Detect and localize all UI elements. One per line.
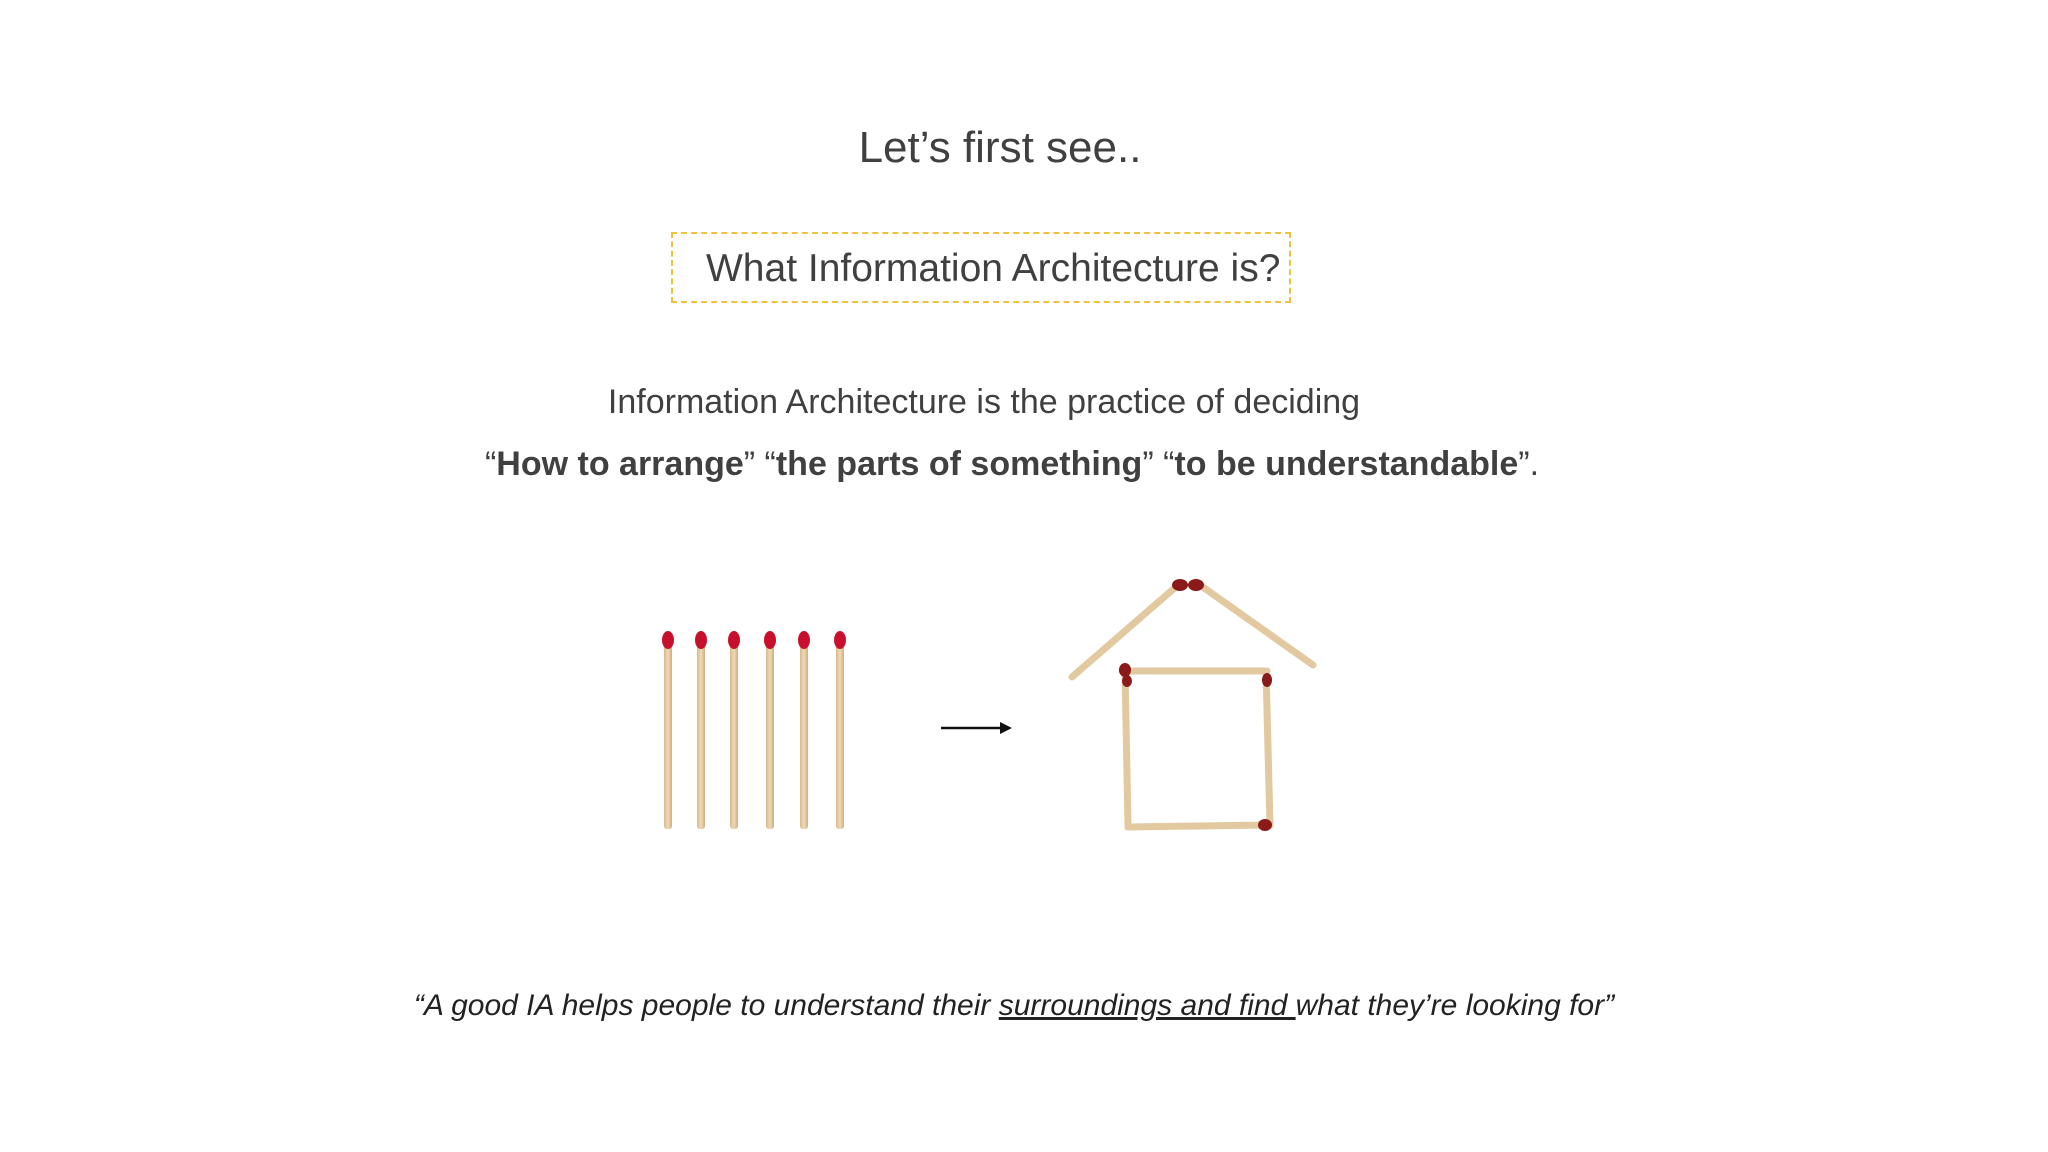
match-stick bbox=[764, 631, 776, 829]
quote-mark: ” “ bbox=[743, 445, 776, 483]
match-stick bbox=[834, 631, 846, 829]
match-stick bbox=[798, 631, 810, 829]
definition-phrase-arrange: How to arrange bbox=[496, 445, 744, 483]
definition-phrase-understandable: to be understandable bbox=[1174, 445, 1519, 483]
question-text: What Information Architecture is? bbox=[706, 247, 1281, 290]
quote-text-underlined: surroundings and find bbox=[998, 989, 1296, 1022]
loose-matches bbox=[662, 631, 846, 829]
arrow-right-icon bbox=[941, 722, 1012, 734]
definition-line-2 bbox=[0, 440, 2036, 488]
definition-line-1: Information Architecture is the practice of deciding bbox=[607, 383, 1361, 421]
quote-mark: ”. bbox=[1518, 445, 1540, 483]
quote-mark: “ bbox=[484, 445, 497, 483]
ia-quote bbox=[0, 985, 2038, 1027]
match-stick bbox=[662, 631, 674, 829]
matchstick-illustration bbox=[600, 555, 1380, 855]
quote-text-after: what they’re looking for” bbox=[1295, 989, 1615, 1022]
quote-mark: ” “ bbox=[1142, 445, 1175, 483]
match-stick bbox=[695, 631, 707, 829]
quote-text-before: “A good IA helps people to understand their bbox=[413, 989, 999, 1022]
match-stick bbox=[728, 631, 740, 829]
slide-title: Let’s first see.. bbox=[858, 123, 1142, 172]
match-house bbox=[1072, 579, 1313, 831]
definition-phrase-parts: the parts of something bbox=[775, 445, 1143, 483]
